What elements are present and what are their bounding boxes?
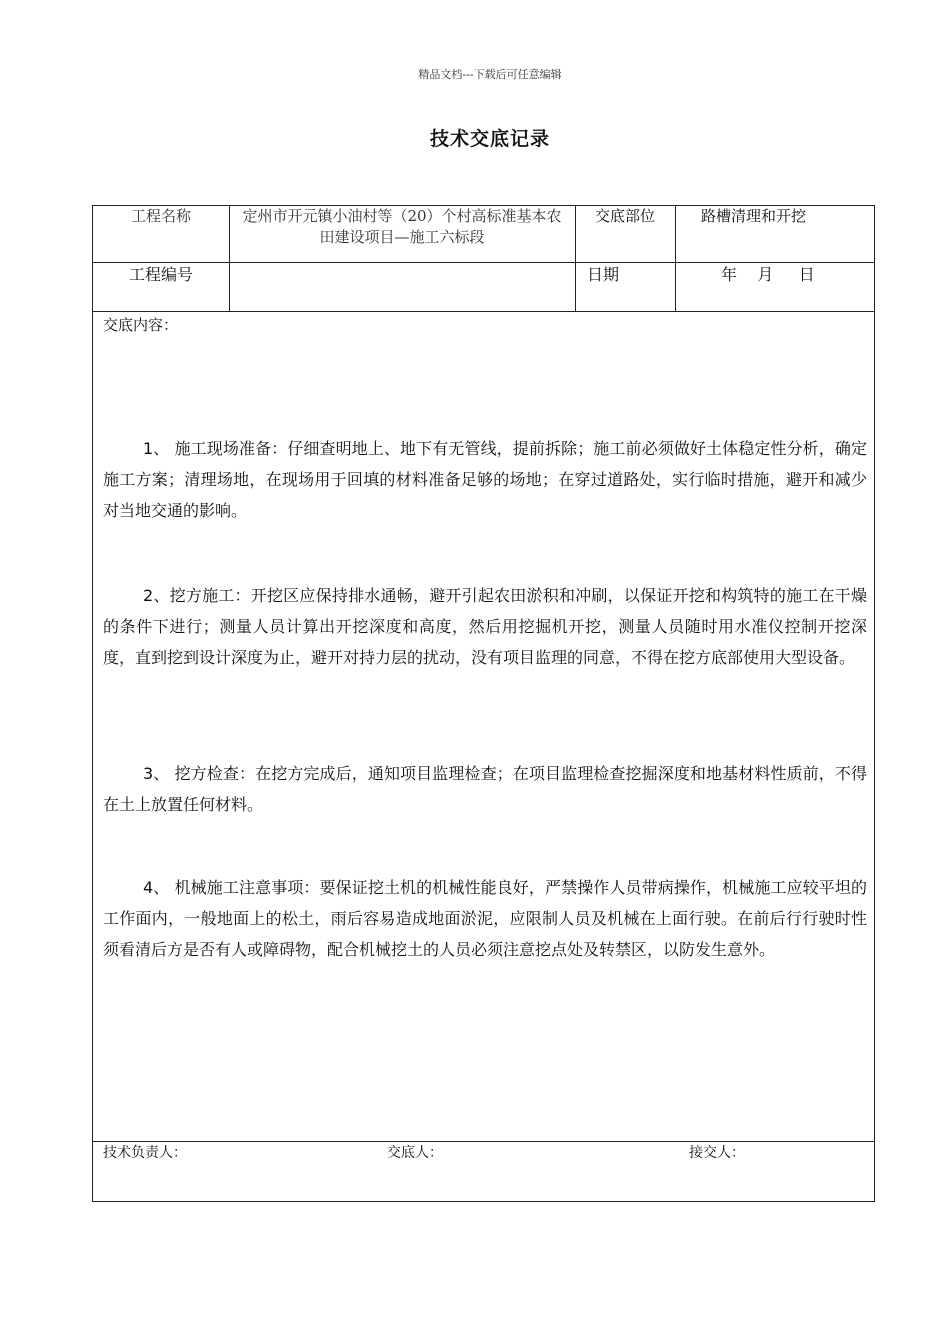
content-label: 交底内容： xyxy=(103,316,179,334)
project-name-label: 工程名称 xyxy=(130,207,191,225)
project-name-value: 定州市开元镇小油村等（20）个村高标准基本农田建设项目—施工六标段 xyxy=(242,207,562,246)
project-no-label: 工程编号 xyxy=(128,265,193,284)
footer-divider xyxy=(93,1141,874,1142)
col-divider-1 xyxy=(229,206,230,311)
content-paragraph-1: 1、 施工现场准备：仔细查明地上、地下有无管线，提前拆除；施工前必须做好土体稳定性分析，确定施工方案；清理场地，在现场用于回填的材料准备足够的场地；在穿过道路处，实行临时措施，避开和减少对当地交通的影响。 xyxy=(103,439,867,520)
handover-part-value: 路槽清理和开挖 xyxy=(701,207,807,225)
date-value: 年 月 日 xyxy=(721,265,815,284)
content-paragraph-2: 2、挖方施工：开挖区应保持排水通畅，避开引起农田淤积和冲刷，以保证开挖和构筑特的施工在干燥的条件下进行；测量人员计算出开挖深度和高度，然后用挖掘机开挖，测量人员随时用水准仪控制开挖深度，直到挖到设计深度为止，避开对持力层的扰动，没有项目监理的同意，不得在挖方底部使用大型设备。 xyxy=(103,586,867,667)
header-note: 精品文档---下载后可任意编辑 xyxy=(418,68,562,81)
tech-lead-label: 技术负责人： xyxy=(103,1145,187,1161)
content-paragraph-4: 4、 机械施工注意事项：要保证挖土机的机械性能良好，严禁操作人员带病操作，机械施工应较平坦的工作面内，一般地面上的松土，雨后容易造成地面淤泥，应限制人员及机械在上面行驶。在前后行行驶时性须看清后方是否有人或障碍物，配合机械挖土的人员必须注意挖点处及转禁区，以防发生意外。 xyxy=(103,878,867,959)
receiver-label: 接交人： xyxy=(689,1145,745,1161)
col-divider-3 xyxy=(675,206,676,311)
handover-part-label: 交底部位 xyxy=(594,207,655,225)
handover-record-form xyxy=(92,205,875,1202)
handover-by-label: 交底人： xyxy=(387,1145,443,1161)
content-paragraph-3: 3、 挖方检查：在挖方完成后，通知项目监理检查；在项目监理检查挖掘深度和地基材料性质前，不得在土上放置任何材料。 xyxy=(103,764,867,814)
document-title: 技术交底记录 xyxy=(429,128,550,150)
date-label: 日期 xyxy=(587,265,620,284)
row-divider-1 xyxy=(93,262,874,263)
row-divider-2 xyxy=(93,311,874,312)
